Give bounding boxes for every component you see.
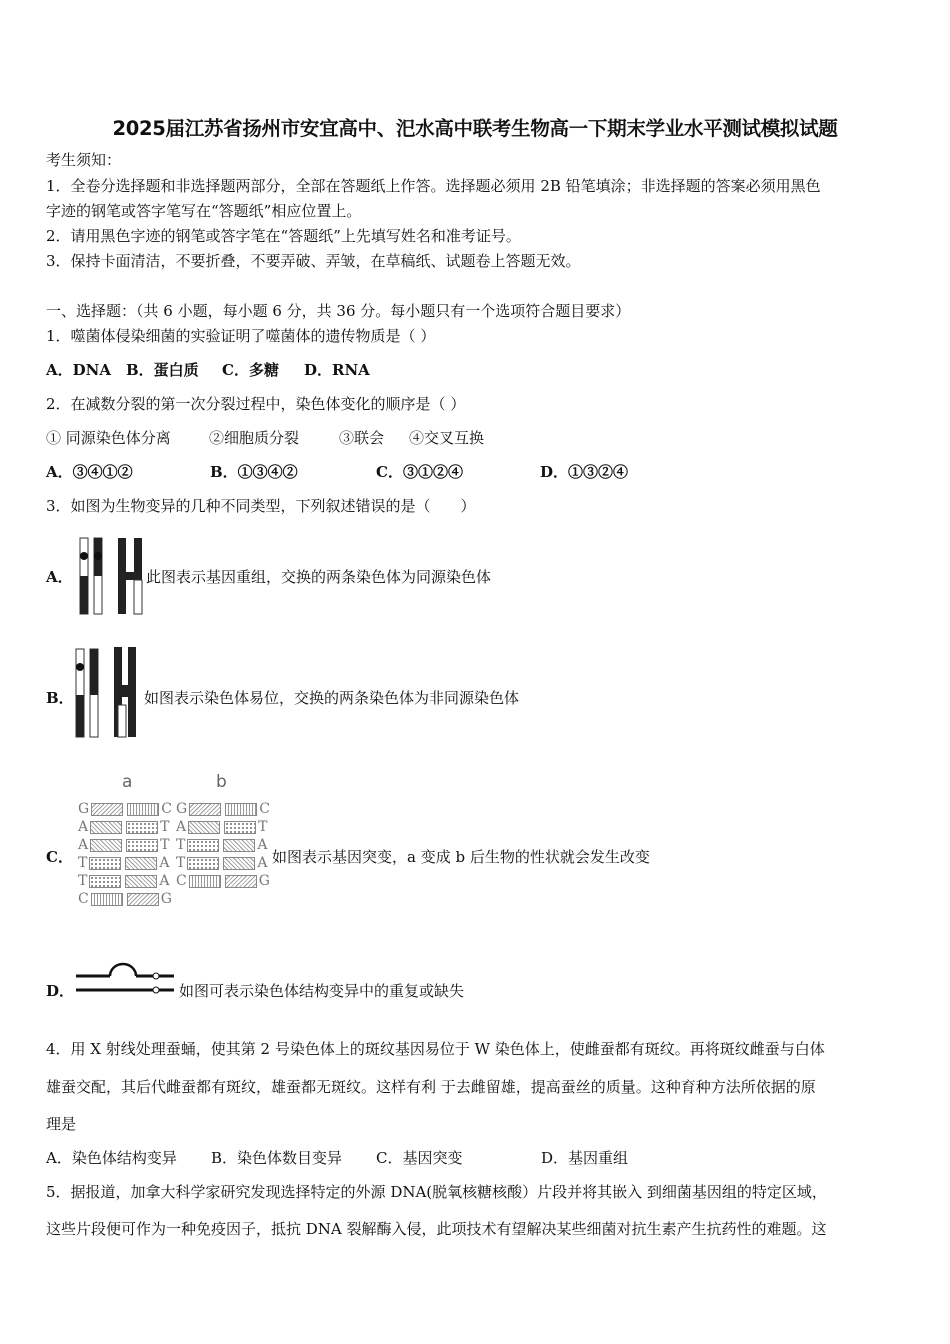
- q2-items: [46, 428, 484, 448]
- q3-option-label: A．: [46, 568, 73, 586]
- q5-line: 5．据报道，加拿大科学家研究发现选择特定的外源 DNA(脱氧核糖核酸）片段并将其嵌入 到细菌基因组的特定区域，: [46, 1183, 827, 1201]
- item: ① 同源染色体分离: [46, 429, 171, 447]
- option: B．①③④②: [210, 463, 298, 481]
- notice-line: 字迹的钢笔或答字笔写在“答题纸”相应位置上。: [46, 202, 362, 220]
- dna-sequence-b: [176, 800, 270, 890]
- base-pair-row: T A: [176, 855, 268, 871]
- page-title: 2025届江苏省扬州市安宜高中、汜水高中联考生物高一下期末学业水平测试模拟试题: [112, 117, 838, 140]
- q3-option-label: D．: [46, 982, 75, 1000]
- option: B．蛋白质: [126, 361, 199, 379]
- q4-line: 理是: [46, 1115, 77, 1133]
- q3-option-text: 如图可表示染色体结构变异中的重复或缺失: [179, 982, 465, 1000]
- q3-option-text: 如图表示染色体易位，交换的两条染色体为非同源染色体: [144, 689, 520, 707]
- base-pair-row: G C: [176, 801, 270, 817]
- option: B．染色体数目变异: [211, 1149, 343, 1167]
- option: C．基因突变: [376, 1149, 463, 1167]
- base-pair-row: A T: [78, 819, 170, 835]
- chromosome-translocation-figure: [72, 645, 142, 741]
- q3-option-text: 如图表示基因突变，a 变成 b 后生物的性状就会发生改变: [272, 848, 650, 866]
- notice-line: 1．全卷分选择题和非选择题两部分，全部在答题纸上作答。选择题必须用 2B 铅笔填涂；非选择题的答案必须用黑色: [46, 177, 821, 195]
- base-pair-row: A T: [176, 819, 268, 835]
- chromosome-loop-figure: [74, 962, 178, 998]
- q5-line: 这些片段便可作为一种免疫因子，抵抗 DNA 裂解酶入侵，此项技术有望解决某些细菌对抗生素产生抗药性的难题。这: [46, 1220, 827, 1238]
- base-pair-row: C G: [78, 891, 172, 907]
- option: C．③①②④: [376, 463, 463, 481]
- base-pair-row: T A: [78, 855, 170, 871]
- q3-option-label: B．: [46, 689, 74, 707]
- chromosome-crossover-figure: [74, 536, 144, 618]
- notice-line: 3．保持卡面清洁，不要折叠，不要弄破、弄皱，在草稿纸、试题卷上答题无效。: [46, 252, 581, 270]
- base-pair-row: A T: [78, 837, 170, 853]
- option: C．多糖: [222, 361, 279, 379]
- figure-label-b: b: [216, 772, 227, 792]
- option: A．染色体结构变异: [46, 1149, 177, 1167]
- figure-label-a: a: [122, 772, 133, 792]
- dna-sequence-a: [78, 800, 172, 908]
- base-pair-row: G C: [78, 801, 172, 817]
- base-pair-row: T A: [176, 837, 268, 853]
- item: ③联会: [339, 429, 385, 447]
- q3-option-label: C．: [46, 848, 73, 866]
- base-pair-row: C G: [176, 873, 270, 889]
- option: D．基因重组: [541, 1149, 629, 1167]
- option: D．①③②④: [540, 463, 629, 481]
- q1-stem: 1．噬菌体侵染细菌的实验证明了噬菌体的遗传物质是（ ）: [46, 327, 436, 345]
- q3-option-text: 此图表示基因重组，交换的两条染色体为同源染色体: [146, 568, 492, 586]
- option: D．RNA: [304, 361, 370, 379]
- q4-line: 雄蚕交配，其后代雌蚕都有斑纹，雄蚕都无斑纹。这样有利 于去雌留雄，提高蚕丝的质量。这种育种方法所依据的原: [46, 1078, 816, 1096]
- item: ②细胞质分裂: [209, 429, 300, 447]
- q2-stem: 2．在减数分裂的第一次分裂过程中，染色体变化的顺序是（ ）: [46, 395, 466, 413]
- option: A．DNA: [46, 361, 111, 379]
- base-pair-row: T A: [78, 873, 170, 889]
- q4-line: 4．用 X 射线处理蚕蛹，使其第 2 号染色体上的斑纹基因易位于 W 染色体上，使雌蚕都有斑纹。再将斑纹雌蚕与白体: [46, 1040, 825, 1058]
- q1-options: [46, 360, 370, 380]
- notice-line: 2．请用黑色字迹的钢笔或答字笔在“答题纸”上先填写姓名和准考证号。: [46, 227, 521, 245]
- q4-options: [46, 1148, 628, 1168]
- option: A．③④①②: [46, 463, 133, 481]
- q3-stem: 3．如图为生物变异的几种不同类型，下列叙述错误的是（ ）: [46, 497, 476, 515]
- notice-heading: 考生须知：: [46, 151, 122, 169]
- section-heading: 一、选择题：（共 6 小题，每小题 6 分，共 36 分。每小题只有一个选项符合题目要求）: [46, 302, 631, 320]
- item: ④交叉互换: [409, 429, 485, 447]
- q2-options: [46, 462, 628, 482]
